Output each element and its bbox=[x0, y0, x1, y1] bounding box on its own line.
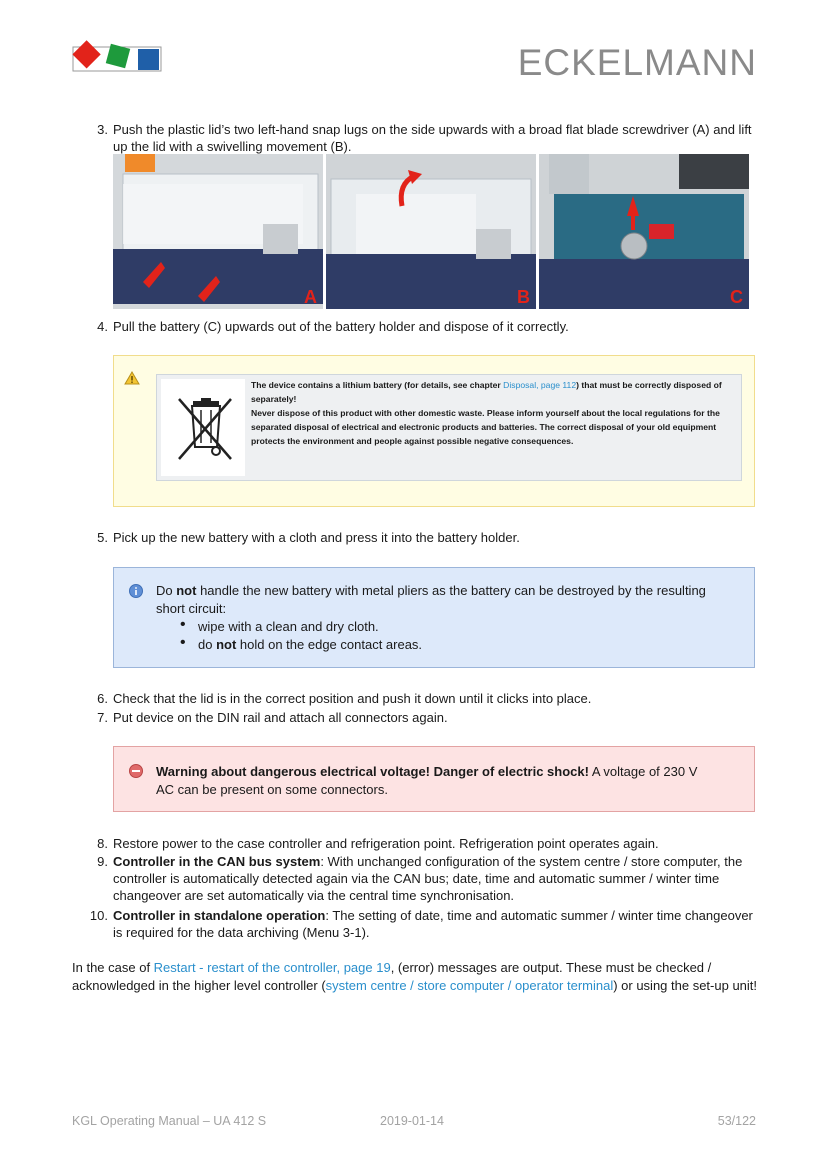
step-text-part: : The setting of date, time and automatic summer / winter time changeover is required for the data archiving (Menu 3-1). bbox=[113, 908, 753, 940]
photo-label: B bbox=[517, 287, 530, 307]
step-emphasis: Controller in the CAN bus system bbox=[113, 854, 321, 869]
footer-page-number: 53/122 bbox=[717, 1114, 756, 1128]
step-9 bbox=[72, 853, 762, 904]
paragraph-text: , (error) messages are output. These must be checked / acknowledged in the higher level controller ( bbox=[72, 960, 712, 993]
photo-label: C bbox=[730, 287, 743, 307]
warning-text: Never dispose of this product with other domestic waste. Please inform yourself about the local regulations for the separated disposal of electrical and electronic products and batteries. The correct disposal of your old equipment protects the environment and people against possible negative consequences. bbox=[251, 408, 720, 446]
warning-triangle-icon bbox=[124, 371, 140, 385]
footer-date: 2019-01-14 bbox=[380, 1114, 444, 1128]
info-text-part: handle the new battery with metal pliers as the battery can be destroyed by the resulting short circuit: bbox=[156, 583, 706, 616]
step-number: 3. bbox=[97, 122, 108, 137]
crossed-bin-icon bbox=[161, 379, 245, 476]
step-number: 9. bbox=[97, 854, 108, 869]
step-text-part: : With unchanged configuration of the system centre / store computer, the controller is automatically detected again via the CAN bus; date, time and automatic summer / winter time changeover are set automatically via the central time synchronisation. bbox=[113, 854, 743, 903]
step-number: 10. bbox=[89, 908, 108, 923]
disposal-panel bbox=[156, 374, 742, 481]
step-number: 4. bbox=[97, 319, 108, 334]
list-item bbox=[156, 618, 714, 636]
step-number: 8. bbox=[97, 836, 108, 851]
step-text bbox=[113, 853, 762, 904]
photo-strip bbox=[113, 154, 749, 309]
step-emphasis: Controller in standalone operation bbox=[113, 908, 326, 923]
info-icon bbox=[129, 584, 143, 598]
list-item-text: do bbox=[198, 637, 217, 652]
warning-text: ) that must be correctly disposed of separately! bbox=[251, 380, 722, 404]
eckelmann-logo bbox=[72, 40, 164, 74]
list-item bbox=[156, 636, 714, 654]
step-7 bbox=[72, 709, 762, 726]
list-item-text: wipe with a clean and dry cloth. bbox=[198, 619, 379, 634]
closing-paragraph bbox=[72, 959, 762, 995]
step-text-part: Restore power to the case controller and refrigeration point. Refrigeration point operates again. bbox=[113, 836, 659, 851]
danger-text-part: A voltage of 230 V AC can be present on some connectors. bbox=[156, 764, 698, 797]
info-list bbox=[156, 618, 714, 654]
step-3 bbox=[72, 121, 762, 155]
photo-a bbox=[113, 154, 323, 309]
info-box bbox=[113, 567, 755, 668]
info-emphasis: not bbox=[176, 583, 197, 598]
step-number: 7. bbox=[97, 710, 108, 725]
list-item-text: hold on the edge contact areas. bbox=[236, 637, 423, 652]
photo-c bbox=[539, 154, 749, 309]
list-item-emphasis: not bbox=[216, 637, 237, 652]
danger-text bbox=[156, 763, 714, 799]
step-text: Pick up the new battery with a cloth and press it into the battery holder. bbox=[113, 530, 520, 545]
paragraph-text: ) or using the set-up unit! bbox=[613, 978, 758, 993]
stop-icon bbox=[129, 764, 143, 778]
disposal-link[interactable]: Disposal, page 112 bbox=[503, 380, 577, 390]
step-text: Pull the battery (C) upwards out of the battery holder and dispose of it correctly. bbox=[113, 319, 569, 334]
controller-photo-a bbox=[113, 154, 323, 309]
danger-box bbox=[113, 746, 755, 812]
step-5 bbox=[72, 529, 762, 546]
info-text-part: Do bbox=[156, 583, 177, 598]
step-number: 6. bbox=[97, 691, 108, 706]
photo-b bbox=[326, 154, 536, 309]
step-text: Put device on the DIN rail and attach all connectors again. bbox=[113, 710, 448, 725]
step-text: Check that the lid is in the correct position and push it down until it clicks into place. bbox=[113, 691, 592, 706]
warning-box bbox=[113, 355, 755, 507]
step-text bbox=[113, 907, 762, 941]
paragraph-text: In the case of bbox=[72, 960, 154, 975]
controller-photo-b bbox=[326, 154, 536, 309]
photo-label: A bbox=[304, 287, 317, 307]
warning-text: The device contains a lithium battery (for details, see chapter bbox=[251, 380, 504, 390]
restart-link[interactable]: Restart - restart of the controller, page 19 bbox=[153, 960, 391, 975]
system-centre-link[interactable]: system centre / store computer / operator terminal bbox=[325, 978, 614, 993]
step-4 bbox=[72, 318, 762, 335]
step-number: 5. bbox=[97, 530, 108, 545]
step-text bbox=[113, 835, 762, 852]
step-text: Push the plastic lid’s two left-hand snap lugs on the side upwards with a broad flat blade screwdriver (A) and lift up the lid with a swivelling movement (B). bbox=[113, 122, 752, 154]
step-6 bbox=[72, 690, 762, 707]
disposal-text bbox=[251, 378, 735, 448]
controller-photo-c bbox=[539, 154, 749, 309]
danger-emphasis: Warning about dangerous electrical voltage! Danger of electric shock! bbox=[156, 764, 589, 779]
brand-wordmark: ECKELMANN bbox=[517, 42, 757, 83]
footer-doc-title: KGL Operating Manual – UA 412 S bbox=[72, 1114, 267, 1128]
info-text bbox=[156, 582, 714, 654]
step-8 bbox=[72, 835, 762, 852]
step-10 bbox=[72, 907, 762, 941]
